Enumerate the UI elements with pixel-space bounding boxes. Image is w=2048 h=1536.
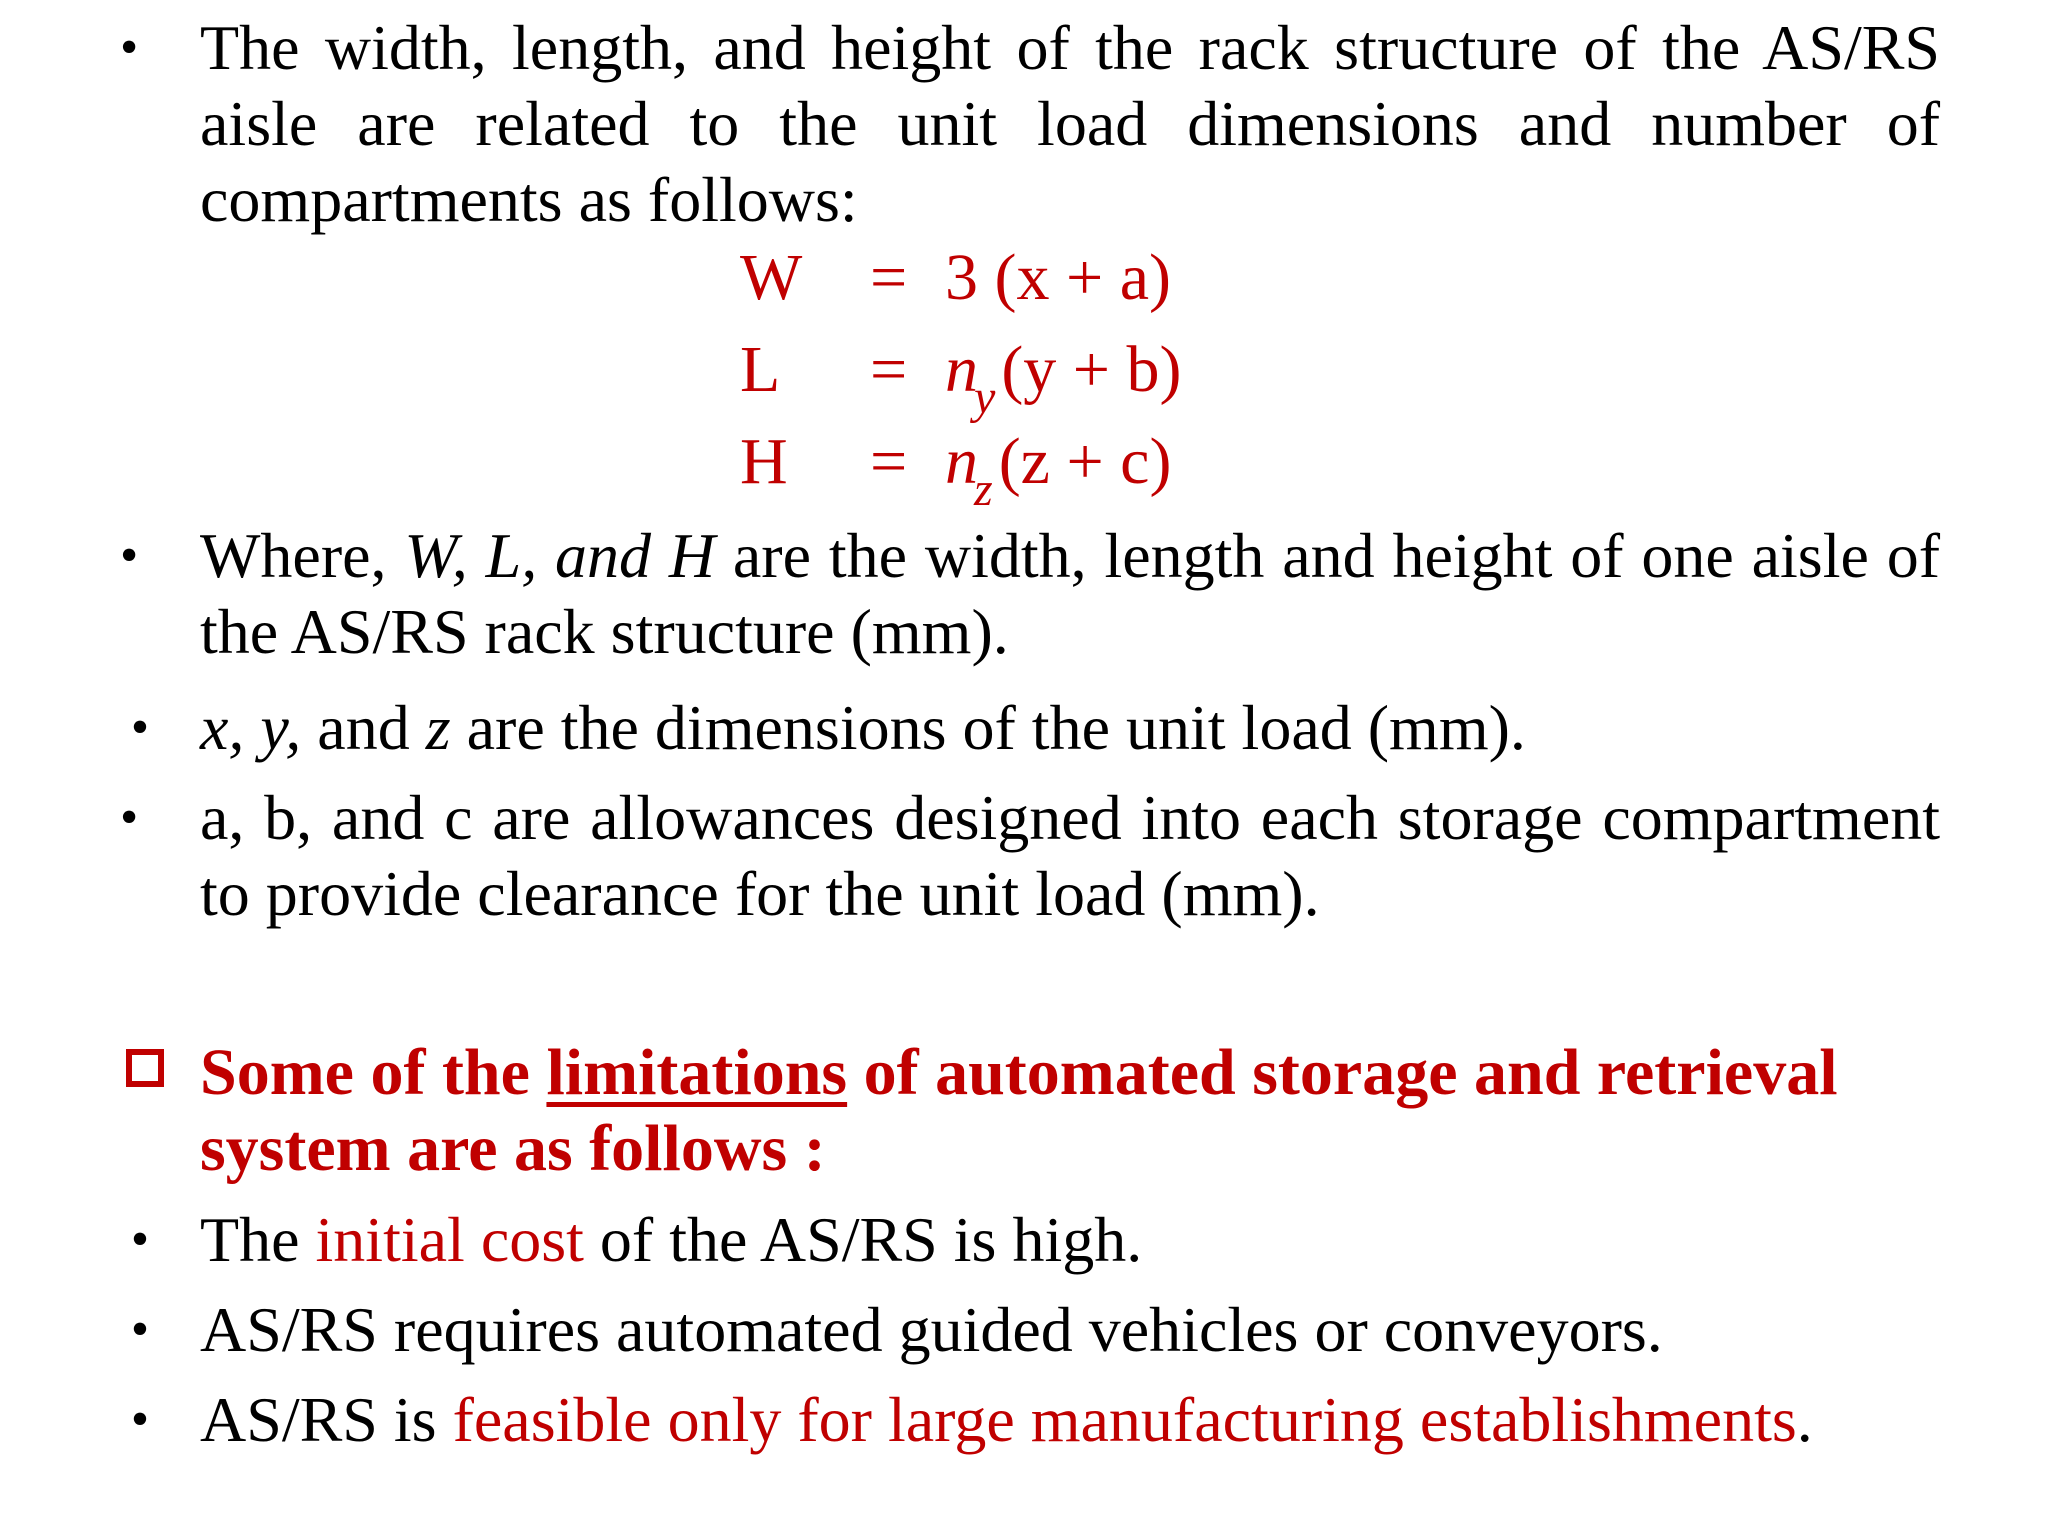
equation-lhs: W bbox=[740, 241, 803, 314]
limitations-heading bbox=[200, 1035, 1960, 1187]
equals-sign: = bbox=[870, 425, 908, 498]
heading-pre: Some of the bbox=[200, 1036, 547, 1109]
bullet-text-post: of the AS/RS is high. bbox=[583, 1204, 1143, 1275]
bullet-dot-icon: • bbox=[130, 1211, 150, 1268]
rhs-subscript: y bbox=[974, 371, 996, 424]
bullet-text-post: . bbox=[1796, 1384, 1813, 1455]
heading-underlined: limitations bbox=[546, 1036, 848, 1109]
rhs-variable-n: n bbox=[945, 333, 978, 406]
rhs-expression: 3 (x + a) bbox=[945, 241, 1171, 314]
bullet-allowances bbox=[120, 780, 1940, 932]
bullet-feasibility bbox=[130, 1382, 1940, 1458]
bullet-text-highlight: initial cost bbox=[315, 1204, 584, 1275]
heading-post: of automated storage and retrieval system are as follows : bbox=[200, 1036, 1838, 1185]
bullet-text-pre: AS/RS requires automated guided vehicles or conveyors. bbox=[200, 1294, 1663, 1365]
bullet-text-vars: W, L, and H bbox=[404, 520, 716, 591]
bullet-dot-icon: • bbox=[130, 1391, 150, 1448]
bullet-text: The width, length, and height of the rack structure of the AS/RS aisle are related to the unit load dimensions and number of compartments as follows: bbox=[200, 12, 1940, 235]
bullet-text-prefix: Where, bbox=[200, 520, 405, 591]
bullet-text-suffix: are the width, length and height of one aisle of the AS/RS rack structure (mm). bbox=[200, 520, 1941, 667]
bullet-dot-icon: • bbox=[130, 699, 150, 756]
hollow-square-icon bbox=[126, 1049, 164, 1087]
bullet-text-highlight: feasible only for large manufacturing establishments bbox=[452, 1384, 1797, 1455]
bullet-dot-icon: • bbox=[120, 789, 139, 846]
rhs-expression: (y + b) bbox=[1001, 333, 1182, 406]
bullet-text: a, b, and c are allowances designed into each storage compartment to provide clearance for the unit load (mm). bbox=[200, 782, 1940, 929]
rhs-expression: (z + c) bbox=[998, 425, 1172, 498]
bullet-dot-icon: • bbox=[120, 19, 139, 76]
bullet-agv-requirement bbox=[130, 1292, 1940, 1368]
bullet-text-pre: The bbox=[200, 1204, 316, 1275]
var-x: x, bbox=[200, 692, 245, 763]
bullet-text-rest: are the dimensions of the unit load (mm). bbox=[450, 692, 1526, 763]
equation-rhs bbox=[945, 424, 1172, 516]
equals-sign: = bbox=[870, 333, 908, 406]
bullet-text-pre: AS/RS is bbox=[200, 1384, 453, 1455]
bullet-initial-cost bbox=[130, 1202, 1940, 1278]
bullet-dot-icon: • bbox=[120, 527, 139, 584]
bullet-dot-icon: • bbox=[130, 1301, 150, 1358]
bullet-where-definition bbox=[120, 518, 1941, 670]
bullet-rack-dimensions bbox=[120, 10, 1940, 238]
equation-rhs bbox=[945, 240, 1171, 316]
text-and: and bbox=[301, 692, 426, 763]
bullet-unit-load bbox=[130, 690, 1940, 766]
equation-lhs: L bbox=[740, 333, 781, 406]
equation-lhs: H bbox=[740, 425, 788, 498]
rhs-subscript: z bbox=[974, 463, 993, 516]
equals-sign: = bbox=[870, 241, 908, 314]
rhs-variable-n: n bbox=[945, 425, 978, 498]
var-y: y, bbox=[260, 692, 302, 763]
var-z: z bbox=[425, 692, 451, 763]
equation-rhs bbox=[945, 332, 1182, 424]
